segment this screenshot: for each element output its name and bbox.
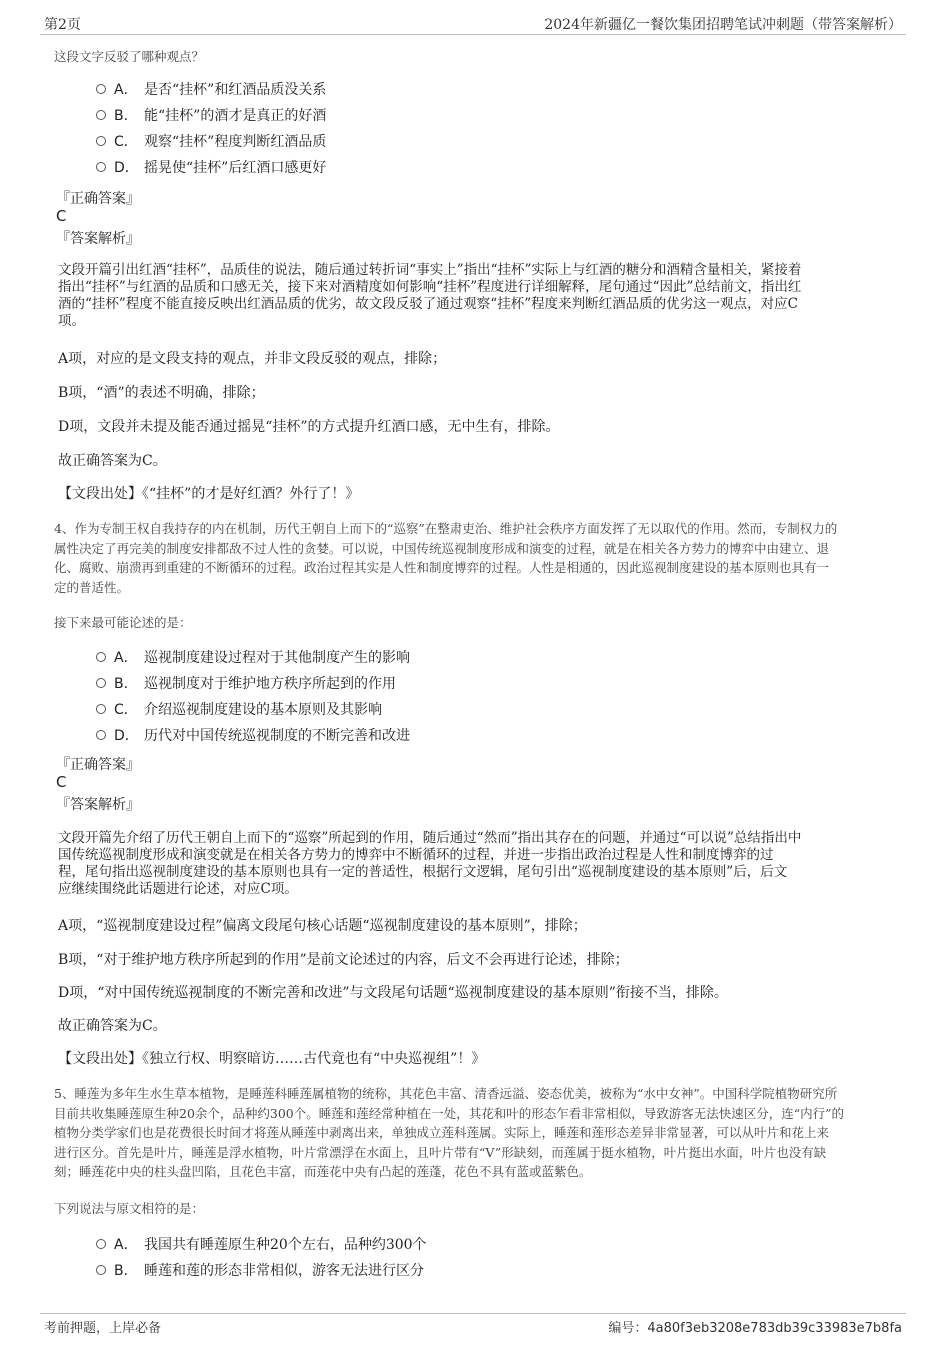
option-c[interactable]: C． 介绍巡视制度建设的基本原则及其影响 [96, 700, 382, 720]
radio-button-icon[interactable] [96, 1265, 106, 1275]
question-passage: 5、睡莲为多年生水生草本植物，是睡莲科睡莲属植物的统称，其花色丰富、清香远溢、姿态优美，被称为“水中女神”。中国科学院植物研究所 目前共收集睡莲原生种20余个，品种约300个。睡莲和莲经常种植在一处，其花和叶的形态乍看非常相似，导致游客无法快速区分，连“内行”的 植物分类学家们也是花费很长时间才将莲从睡莲中剥离出来，单独成立莲科莲属。实际上，睡莲和莲形态差异非常显著，可以从叶片和花上来 进行区分。首先是叶片，睡莲是浮水植物，叶片常漂浮在水面上，且叶片带有“V”形缺刻，而莲属于挺水植物，叶片挺出水面，叶片也没有缺 刻；睡莲花中央的柱头盘凹陷，且花色丰富，而莲花中央有凸起的莲蓬，花色不具有蓝或蓝紫色。 [54, 1086, 845, 1179]
conclusion: 故正确答案为C。 [58, 1018, 167, 1034]
analysis-label: 『答案解析』 [56, 797, 140, 813]
analysis-text: 文段开篇先介绍了历代王朝自上而下的“巡察”所起到的作用，随后通过“然而”指出其存在的问题，并通过“可以说”总结指出中 国传统巡视制度形成和演变就是在相关各方势力的博弈中不断循环的过程，并进一步指出政治过程是人性和制度博弈的过 程，尾句指出巡视制度建设的基本原则也具有一定的普适性，根据行文逻辑，尾句引出“巡视制度建设的基本原则”后，后文 应继续围绕此话题进行论述，对应C项。 [58, 830, 802, 897]
source: 【文段出处】《“挂杯”的才是好红酒？外行了！》 [58, 486, 360, 502]
radio-button-icon[interactable] [96, 704, 106, 714]
question-passage: 4、作为专制王权自我持存的内在机制，历代王朝自上而下的“巡察”在整肃吏治、维护社会秩序方面发挥了无以取代的作用。然而，专制权力的 属性决定了再完美的制度安排都敌不过人性的贪婪。可以说，中国传统巡视制度形成和演变的过程，就是在相关各方势力的博弈中由建立、退 化、腐败、崩溃再到重建的不断循环的过程。政治过程其实是人性和制度博弈的过程。人性是相通的，因此巡视制度建设的基本原则也具有一 定的普适性。 [54, 521, 838, 595]
option-a[interactable]: A． 是否“挂杯”和红酒品质没关系 [96, 80, 326, 100]
source: 【文段出处】《独立行权、明察暗访……古代竟也有“中央巡视组”！》 [58, 1051, 486, 1067]
answer-label: 『正确答案』 [56, 191, 140, 207]
option-d[interactable]: D． 摇晃使“挂杯”后红酒口感更好 [96, 158, 326, 178]
radio-button-icon[interactable] [96, 162, 106, 172]
conclusion: 故正确答案为C。 [58, 453, 167, 469]
option-c[interactable]: C． 观察“挂杯”程度判断红酒品质 [96, 132, 326, 152]
exclusion-d: D项，“对中国传统巡视制度的不断完善和改进”与文段尾句话题“巡视制度建设的基本原则”衔接不当，排除。 [58, 985, 728, 1001]
option-b[interactable]: B． 巡视制度对于维护地方秩序所起到的作用 [96, 674, 396, 694]
radio-button-icon[interactable] [96, 730, 106, 740]
radio-button-icon[interactable] [96, 136, 106, 146]
option-a[interactable]: A． 我国共有睡莲原生种20个左右，品种约300个 [96, 1235, 427, 1255]
page-header [40, 12, 906, 35]
radio-button-icon[interactable] [96, 84, 106, 94]
question-prompt: 这段文字反驳了哪种观点？ [54, 49, 205, 64]
radio-button-icon[interactable] [96, 110, 106, 120]
option-b[interactable]: B． 睡莲和莲的形态非常相似，游客无法进行区分 [96, 1261, 424, 1281]
analysis-label: 『答案解析』 [56, 231, 140, 247]
option-b[interactable]: B． 能“挂杯”的酒才是真正的好酒 [96, 106, 326, 126]
option-d[interactable]: D． 历代对中国传统巡视制度的不断完善和改进 [96, 726, 410, 746]
exclusion-a: A项，对应的是文段支持的观点，并非文段反驳的观点，排除； [58, 351, 447, 367]
page-footer [40, 1313, 906, 1336]
radio-button-icon[interactable] [96, 678, 106, 688]
exclusion-b: B项，“对于维护地方秩序所起到的作用”是前文论述过的内容，后文不会再进行论述，排除； [58, 952, 629, 968]
answer-value: C [56, 207, 67, 225]
document-title: 2024年新疆亿一餐饮集团招聘笔试冲刺题（带答案解析） [544, 17, 902, 33]
option-a[interactable]: A． 巡视制度建设过程对于其他制度产生的影响 [96, 648, 410, 668]
page-number: 第2页 [44, 17, 81, 33]
radio-button-icon[interactable] [96, 652, 106, 662]
exclusion-a: A项，“巡视制度建设过程”偏离文段尾句核心话题“巡视制度建设的基本原则”，排除； [58, 918, 587, 934]
exclusion-d: D项，文段并未提及能否通过摇晃“挂杯”的方式提升红酒口感，无中生有，排除。 [58, 419, 560, 435]
exclusion-b: B项，“酒”的表述不明确，排除； [58, 385, 265, 401]
radio-button-icon[interactable] [96, 1239, 106, 1249]
question-prompt: 下列说法与原文相符的是： [54, 1201, 205, 1216]
footer-slogan: 考前押题，上岸必备 [44, 1321, 162, 1336]
answer-value: C [56, 773, 67, 791]
answer-label: 『正确答案』 [56, 757, 140, 773]
analysis-text: 文段开篇引出红酒“挂杯”，品质佳的说法，随后通过转折词“事实上”指出“挂杯”实际上与红酒的糖分和酒精含量相关，紧接着 指出“挂杯”与红酒的品质和口感无关，接下来对酒精度如何影响“挂杯”程度进行详细解释，尾句通过“因此”总结前文，指出红 酒的“挂杯”程度不能直接反映出红酒品质的优劣，故文段反驳了通过观察“挂杯”程度来判断红酒品质的优劣这一观点，对应C 项。 [58, 262, 802, 329]
document-code: 编号：4a80f3eb3208e783db39c33983e7b8fa [608, 1321, 902, 1336]
question-prompt: 接下来最可能论述的是： [54, 615, 192, 630]
